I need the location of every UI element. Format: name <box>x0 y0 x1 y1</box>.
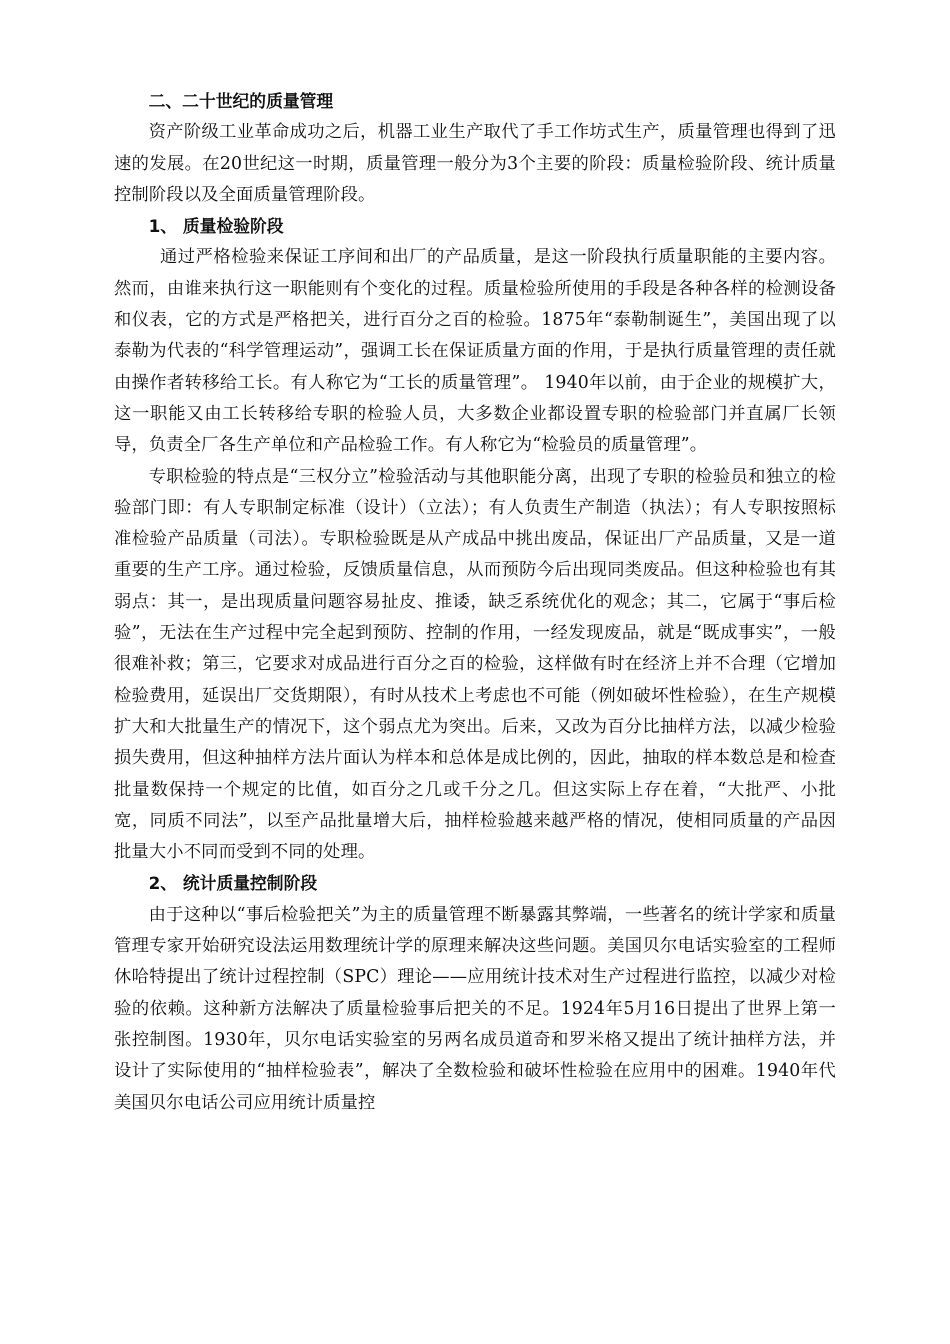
stage2-paragraph-1: 由于这种以“事后检验把关”为主的质量管理不断暴露其弊端，一些著名的统计学家和质量管理专家开始研究设法运用数理统计学的原理来解决这些问题。美国贝尔电话实验室的工程师休哈特提出了统计过程控制（SPC）理论——应用统计技术对生产过程进行监控，以减少对检验的依赖。这种新方法解决了质量检验事后把关的不足。1924年5月16日提出了世界上第一张控制图。1930年，贝尔电话实验室的另两名成员道奇和罗米格又提出了统计抽样方法，并设计了实际使用的“抽样检验表”，解决了全数检验和破坏性检验在应用中的困难。1940年代 美国贝尔电话公司应用统计质量控 <box>114 904 836 1113</box>
stage1-heading: 1、 质量检验阶段 <box>148 216 284 237</box>
stage2-heading: 2、 统计质量控制阶段 <box>148 873 318 894</box>
section-title: 二、二十世纪的质量管理 <box>148 91 334 111</box>
stage1-paragraph-2: 专职检验的特点是“三权分立”检验活动与其他职能分离，出现了专职的检验员和独立的检验部门即：有人专职制定标准（设计）（立法）；有人负责生产制造（执法）；有人专职按照标准检验产品质量（司法）。专职检验既是从产成品中挑出废品，保证出厂产品质量，又是一道重要的生产工序。通过检验，反馈质量信息，从而预防今后出现同类废品。但这种检验也有其弱点：其一，是出现质量问题容易扯皮、推诿，缺乏系统优化的观念；其二，它属于“事后检验”，无法在生产过程中完全起到预防、控制的作用，一经发现废品，就是“既成事实”，一般很难补救；第三，它要求对成品进行百分之百的检验，这样做有时在经济上并不合理（它增加检验费用，延误出厂交货期限），有时从技术上考虑也不可能（例如破坏性检验），在生产规模扩大和大批量生产的情况下，这个弱点尤为突出。后来，又改为百分比抽样方法，以减少检验损失费用，但这种抽样方法片面认为样本和总体是成比例的，因此，抽取的样本数总是和检查批量数保持一个规定的比值，如百分之几或千分之几。但这实际上存在着，“大批严、小批宽，同质不同法”，以至产品批量增大后，抽样检验越来越严格的情况，使相同质量的产品因批量大小不同而受到不同的处理。 <box>114 466 836 863</box>
document-page <box>114 86 836 1119</box>
stage1-paragraph-1: 通过严格检验来保证工序间和出厂的产品质量，是这一阶段执行质量职能的主要内容。然而，由谁来执行这一职能则有个变化的过程。质量检验所使用的手段是各种各样的检测设备和仪表，它的方式是严格把关，进行百分之百的检验。1875年“泰勒制诞生”，美国出现了以泰勒为代表的“科学管理运动”，强调工长在保证质量方面的作用，于是执行质量管理的责任就由操作者转移给工长。有人称它为“工长的质量管理”。 1940年以前，由于企业的规模扩大，这一职能又由工长转移给专职的检验人员，大多数企业都设置专职的检验部门并直属厂长领导，负责全厂各生产单位和产品检验工作。有人称它为“检验员的质量管理”。 <box>114 247 836 456</box>
section-intro-paragraph: 资产阶级工业革命成功之后，机器工业生产取代了手工作坊式生产，质量管理也得到了迅速的发展。在20世纪这一时期，质量管理一般分为3个主要的阶段：质量检验阶段、统计质量控制阶段以及全面质量管理阶段。 <box>114 122 836 205</box>
